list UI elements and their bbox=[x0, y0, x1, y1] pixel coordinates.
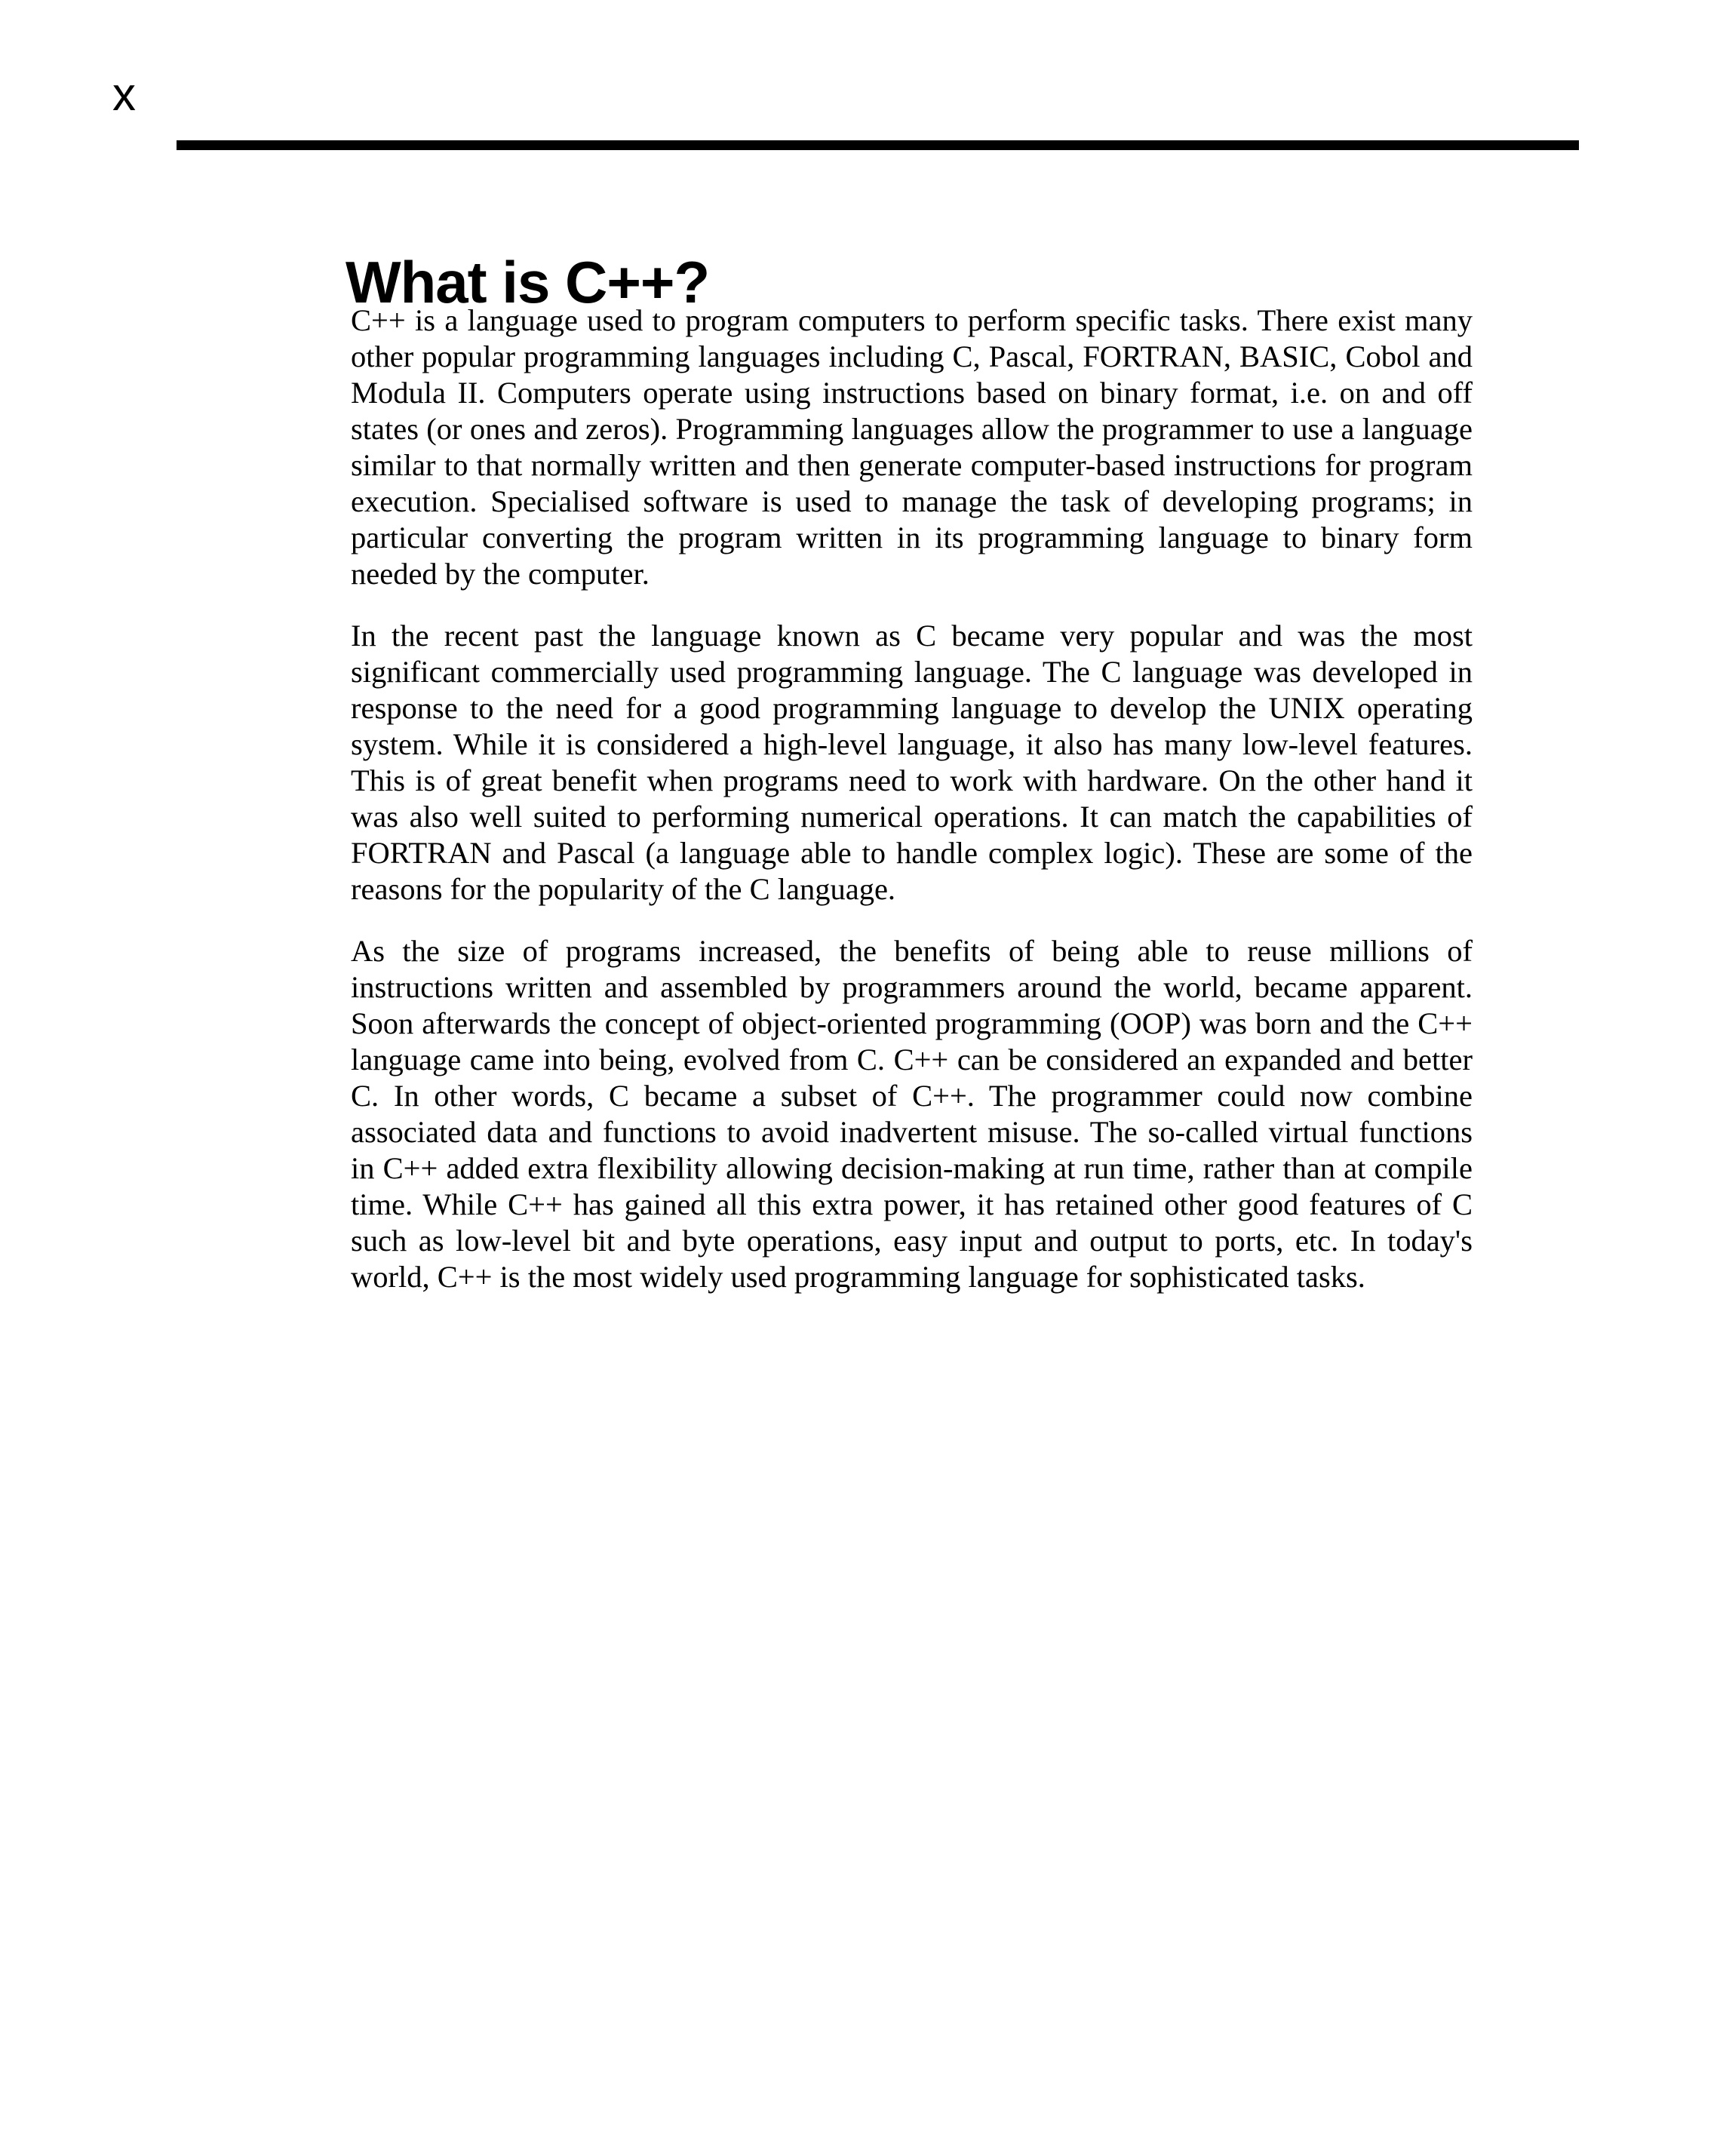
body-paragraph: In the recent past the language known as C became very popular and was the most significant commercially used programming language. The C language was developed in response to the need for a good programming language to develop the UNIX operating system. While it is considered a high-level language, it also has many low-level features. This is of great benefit when programs need to work with hardware. On the other hand it was also well suited to performing numerical operations. It can match the capabilities of FORTRAN and Pascal (a language able to handle complex logic). These are some of the reasons for the popularity of the C language. bbox=[351, 619, 1473, 906]
body-paragraph: C++ is a language used to program computers to perform specific tasks. There exist many other popular programming languages including C, Pascal, FORTRAN, BASIC, Cobol and Modula II. Computers operate using instructions based on binary format, i.e. on and off states (or ones and zeros). Programming languages allow the programmer to use a language similar to that normally written and then generate computer-based instructions for program execution. Specialised software is used to manage the task of developing programs; in particular converting the program written in its programming language to binary form needed by the computer. bbox=[351, 303, 1473, 591]
page-number: x bbox=[112, 69, 136, 121]
header-rule bbox=[177, 140, 1579, 150]
document-body bbox=[351, 303, 1473, 1295]
page-title: What is C++? bbox=[346, 249, 710, 316]
body-paragraph: As the size of programs increased, the benefits of being able to reuse millions of instructions written and assembled by programmers around the world, became apparent. Soon afterwards the concept of object-oriented programming (OOP) was born and the C++ language came into being, evolved from C. C++ can be considered an expanded and better C. In other words, C became a subset of C++. The programmer could now combine associated data and functions to avoid inadvertent misuse. The so-called virtual functions in C++ added extra flexibility allowing decision-making at run time, rather than at compile time. While C++ has gained all this extra power, it has retained other good features of C such as low-level bit and byte operations, easy input and output to ports, etc. In today's world, C++ is the most widely used programming language for sophisticated tasks. bbox=[351, 934, 1473, 1294]
